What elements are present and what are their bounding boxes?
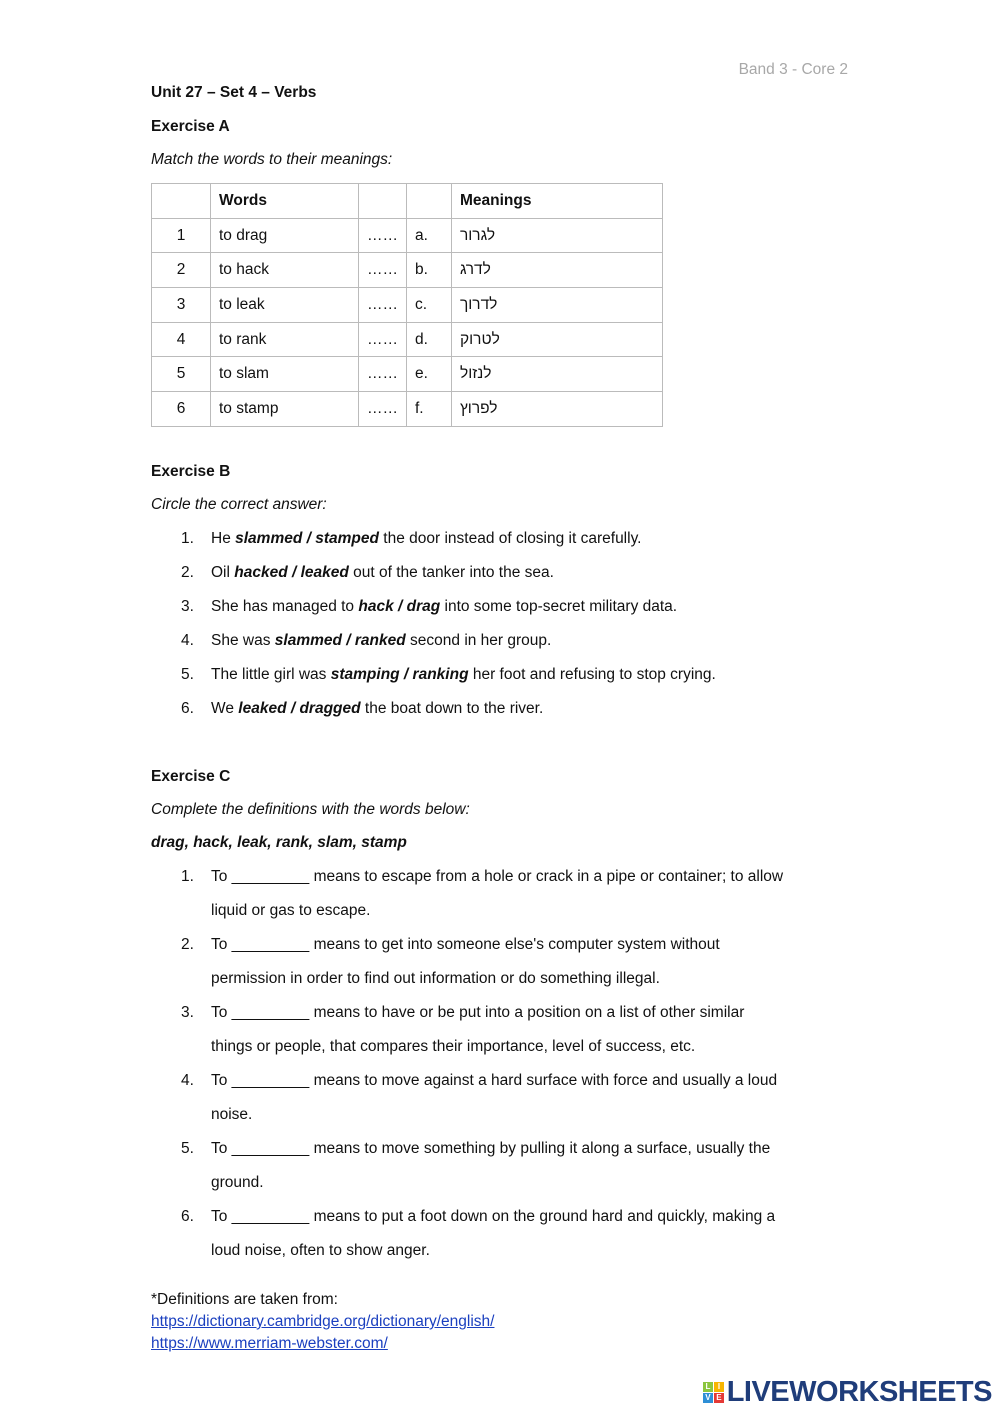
row-number: 1: [152, 218, 211, 253]
words-header: Words: [211, 184, 359, 219]
word: to drag: [211, 218, 359, 253]
list-item: [151, 996, 851, 1064]
page-header: Band 3 - Core 2: [738, 61, 848, 78]
definition-line: loud noise, often to show anger.: [211, 1242, 430, 1259]
sentence-end: second in her group.: [405, 632, 552, 649]
page-title: Unit 27 – Set 4 – Verbs: [151, 84, 317, 101]
exercise-c-title: Exercise C: [151, 768, 231, 785]
definition-line: liquid or gas to escape.: [211, 902, 371, 919]
answer-choices[interactable]: stamping / ranking: [330, 666, 469, 683]
meanings-header: Meanings: [452, 184, 663, 219]
meaning: לפרוץ: [452, 392, 663, 427]
meaning-letter: b.: [407, 253, 452, 288]
exercise-b-title: Exercise B: [151, 463, 231, 480]
exercise-c-instruction: Complete the definitions with the words below:: [151, 801, 470, 818]
item-number: 1.: [181, 868, 194, 885]
answer-choices[interactable]: slammed / ranked: [274, 632, 406, 649]
exercise-a-instruction: Match the words to their meanings:: [151, 151, 393, 168]
meaning: לגרור: [452, 218, 663, 253]
item-number: 4.: [181, 1072, 194, 1089]
sentence-start: Oil: [211, 564, 235, 581]
word: to leak: [211, 288, 359, 323]
answer-blank[interactable]: ……: [359, 357, 407, 392]
sentence-start: The little girl was: [211, 666, 331, 683]
meaning-letter: c.: [407, 288, 452, 323]
meaning: לנזול: [452, 357, 663, 392]
word-bank: drag, hack, leak, rank, slam, stamp: [151, 834, 407, 851]
merriam-webster-link[interactable]: https://www.merriam-webster.com/: [151, 1335, 388, 1352]
meaning-letter: a.: [407, 218, 452, 253]
definition-line: To _________ means to get into someone else's computer system without: [211, 936, 720, 953]
exercise-a-title: Exercise A: [151, 118, 230, 135]
definition-line: To _________ means to put a foot down on the ground hard and quickly, making a: [211, 1208, 776, 1225]
list-item: [151, 624, 851, 658]
word: to hack: [211, 253, 359, 288]
meaning-letter: d.: [407, 322, 452, 357]
table-row: [152, 392, 663, 427]
exercise-c-list: [151, 860, 851, 1268]
list-item: [151, 860, 851, 928]
footer-note: *Definitions are taken from:: [151, 1291, 338, 1308]
item-number: 6.: [181, 700, 194, 717]
sentence-end: into some top-secret military data.: [440, 598, 678, 615]
word: to stamp: [211, 392, 359, 427]
list-item: [151, 658, 851, 692]
list-item: [151, 1200, 851, 1268]
item-number: 1.: [181, 530, 194, 547]
row-number: 4: [152, 322, 211, 357]
meaning-letter: f.: [407, 392, 452, 427]
sentence-start: He: [211, 530, 236, 547]
table-header-row: [152, 184, 663, 219]
table-row: [152, 253, 663, 288]
answer-choices[interactable]: slammed / stamped: [235, 530, 379, 547]
list-item: [151, 590, 851, 624]
meaning: לדרג: [452, 253, 663, 288]
definition-line: To _________ means to move something by pulling it along a surface, usually the: [211, 1140, 771, 1157]
exercise-b-instruction: Circle the correct answer:: [151, 496, 327, 513]
item-number: 2.: [181, 564, 194, 581]
sentence-end: the door instead of closing it carefully.: [378, 530, 642, 547]
sentence-end: the boat down to the river.: [360, 700, 544, 717]
table-row: [152, 357, 663, 392]
definition-line: permission in order to find out information or do something illegal.: [211, 970, 660, 987]
word: to slam: [211, 357, 359, 392]
sentence-start: She was: [211, 632, 275, 649]
row-number: 2: [152, 253, 211, 288]
item-number: 5.: [181, 666, 194, 683]
sentence-end: her foot and refusing to stop crying.: [468, 666, 716, 683]
answer-blank[interactable]: ……: [359, 253, 407, 288]
sentence-start: We: [211, 700, 239, 717]
answer-choices[interactable]: hacked / leaked: [234, 564, 349, 581]
list-item: [151, 692, 851, 726]
list-item: [151, 1064, 851, 1132]
answer-blank[interactable]: ……: [359, 392, 407, 427]
item-number: 5.: [181, 1140, 194, 1157]
matching-table: [151, 183, 663, 427]
item-number: 2.: [181, 936, 194, 953]
table-row: [152, 288, 663, 323]
exercise-b-list: [151, 522, 851, 726]
word: to rank: [211, 322, 359, 357]
answer-blank[interactable]: ……: [359, 322, 407, 357]
answer-choices[interactable]: leaked / dragged: [238, 700, 361, 717]
definition-line: noise.: [211, 1106, 253, 1123]
list-item: [151, 522, 851, 556]
table-row: [152, 322, 663, 357]
definition-line: ground.: [211, 1174, 264, 1191]
meaning: לדרוך: [452, 288, 663, 323]
cambridge-link[interactable]: https://dictionary.cambridge.org/dictionary/english/: [151, 1313, 495, 1330]
list-item: [151, 556, 851, 590]
sentence-start: She has managed to: [211, 598, 359, 615]
item-number: 3.: [181, 598, 194, 615]
logo-icon: L I V E: [703, 1382, 724, 1403]
item-number: 3.: [181, 1004, 194, 1021]
item-number: 6.: [181, 1208, 194, 1225]
row-number: 6: [152, 392, 211, 427]
list-item: [151, 1132, 851, 1200]
footer-notes: [151, 1289, 494, 1355]
row-number: 3: [152, 288, 211, 323]
meaning: לטרוק: [452, 322, 663, 357]
logo-text: LIVEWORKSHEETS: [726, 1376, 992, 1408]
list-item: [151, 928, 851, 996]
answer-blank[interactable]: ……: [359, 218, 407, 253]
definition-line: To _________ means to move against a hard surface with force and usually a loud: [211, 1072, 778, 1089]
answer-choices[interactable]: hack / drag: [358, 598, 441, 615]
table-row: [152, 218, 663, 253]
sentence-end: out of the tanker into the sea.: [348, 564, 554, 581]
definition-line: To _________ means to escape from a hole or crack in a pipe or container; to allow: [211, 868, 784, 885]
meaning-letter: e.: [407, 357, 452, 392]
definition-line: things or people, that compares their importance, level of success, etc.: [211, 1038, 696, 1055]
liveworksheets-logo: [703, 1376, 992, 1409]
answer-blank[interactable]: ……: [359, 288, 407, 323]
definition-line: To _________ means to have or be put into a position on a list of other similar: [211, 1004, 745, 1021]
item-number: 4.: [181, 632, 194, 649]
row-number: 5: [152, 357, 211, 392]
